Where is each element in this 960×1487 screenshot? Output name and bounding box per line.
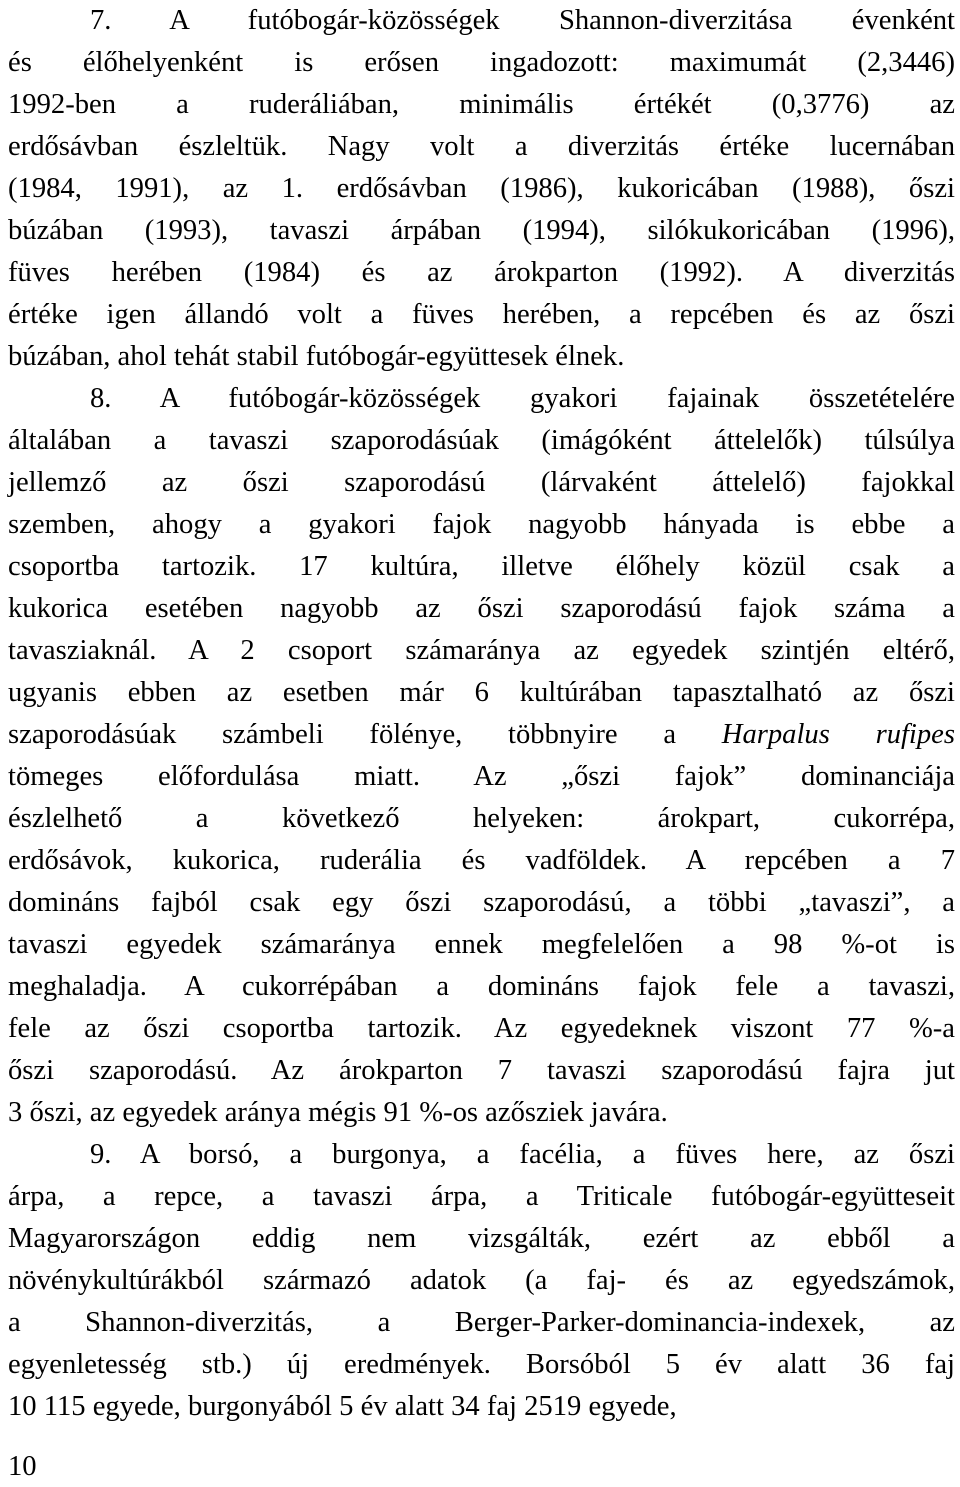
text-line: kukorica esetében nagyobb az őszi szaporodású fajok száma a (8, 593, 955, 624)
text-line: erdősávok, kukorica, ruderália és vadföldek. A repcében a 7 (8, 845, 955, 876)
text-line: búzában, ahol tehát stabil futóbogár-együttesek élnek. (8, 341, 625, 372)
text-line: növénykultúrákból származó adatok (a faj- és az egyedszámok, (8, 1265, 955, 1296)
text-line: őszi szaporodású. Az árokparton 7 tavaszi szaporodású fajra jut (8, 1055, 955, 1086)
text-line: fele az őszi csoportba tartozik. Az egyedeknek viszont 77 %-a (8, 1013, 955, 1044)
text-line: jellemző az őszi szaporodású (lárvaként áttelelő) fajokkal (8, 467, 955, 498)
text-line: meghaladja. A cukorrépában a domináns fajok fele a tavaszi, (8, 971, 955, 1002)
page-number: 10 (8, 1451, 37, 1482)
text-line: szaporodásúak számbeli fölénye, többnyire a Harpalus rufipes (8, 719, 955, 750)
paragraph-7 (8, 0, 955, 378)
text-line: értéke igen állandó volt a füves herében, a repcében és az őszi (8, 299, 955, 330)
text-line: (1984, 1991), az 1. erdősávban (1986), kukoricában (1988), őszi (8, 173, 955, 204)
text-line: egyenletesség stb.) új eredmények. Borsóból 5 év alatt 36 faj (8, 1349, 955, 1380)
text-line: búzában (1993), tavaszi árpában (1994), silókukoricában (1996), (8, 215, 955, 246)
text-line: domináns fajból csak egy őszi szaporodású, a többi „tavaszi”, a (8, 887, 955, 918)
document-page (8, 0, 955, 1428)
text-line: tavaszi egyedek számaránya ennek megfelelően a 98 %-ot is (8, 929, 955, 960)
text-line: füves herében (1984) és az árokparton (1992). A diverzitás (8, 257, 955, 288)
text-line: szemben, ahogy a gyakori fajok nagyobb hányada is ebbe a (8, 509, 955, 540)
text-line: ugyanis ebben az esetben már 6 kultúrában tapasztalható az őszi (8, 677, 955, 708)
text-line: és élőhelyenként is erősen ingadozott: maximumát (2,3446) (8, 47, 955, 78)
paragraph-9 (8, 1134, 955, 1428)
text-line: erdősávban észleltük. Nagy volt a diverzitás értéke lucernában (8, 131, 955, 162)
text-line: 1992-ben a ruderáliában, minimális értékét (0,3776) az (8, 89, 955, 120)
paragraph-8 (8, 378, 955, 1134)
text-line: árpa, a repce, a tavaszi árpa, a Triticale futóbogár-együtteseit (8, 1181, 955, 1212)
text-line: Magyarországon eddig nem vizsgálták, ezért az ebből a (8, 1223, 955, 1254)
text-line: észlelhető a következő helyeken: árokpart, cukorrépa, (8, 803, 955, 834)
species-name: Harpalus rufipes (721, 719, 955, 750)
text-line: 10 115 egyede, burgonyából 5 év alatt 34 faj 2519 egyede, (8, 1391, 677, 1422)
text-line: csoportba tartozik. 17 kultúra, illetve élőhely közül csak a (8, 551, 955, 582)
text-line: 3 őszi, az egyedek aránya mégis 91 %-os azősziek javára. (8, 1097, 668, 1128)
text-line: 9. A borsó, a burgonya, a facélia, a füves here, az őszi (90, 1139, 955, 1170)
text-line: tömeges előfordulása miatt. Az „őszi fajok” dominanciája (8, 761, 955, 792)
text-line: a Shannon-diverzitás, a Berger-Parker-dominancia-indexek, az (8, 1307, 955, 1338)
text-line: tavasziaknál. A 2 csoport számaránya az egyedek szintjén eltérő, (8, 635, 955, 666)
text-line: általában a tavaszi szaporodásúak (imágóként áttelelők) túlsúlya (8, 425, 955, 456)
text-line: 7. A futóbogár-közösségek Shannon-diverzitása évenként (90, 5, 955, 36)
text-line: 8. A futóbogár-közösségek gyakori fajainak összetételére (90, 383, 955, 414)
